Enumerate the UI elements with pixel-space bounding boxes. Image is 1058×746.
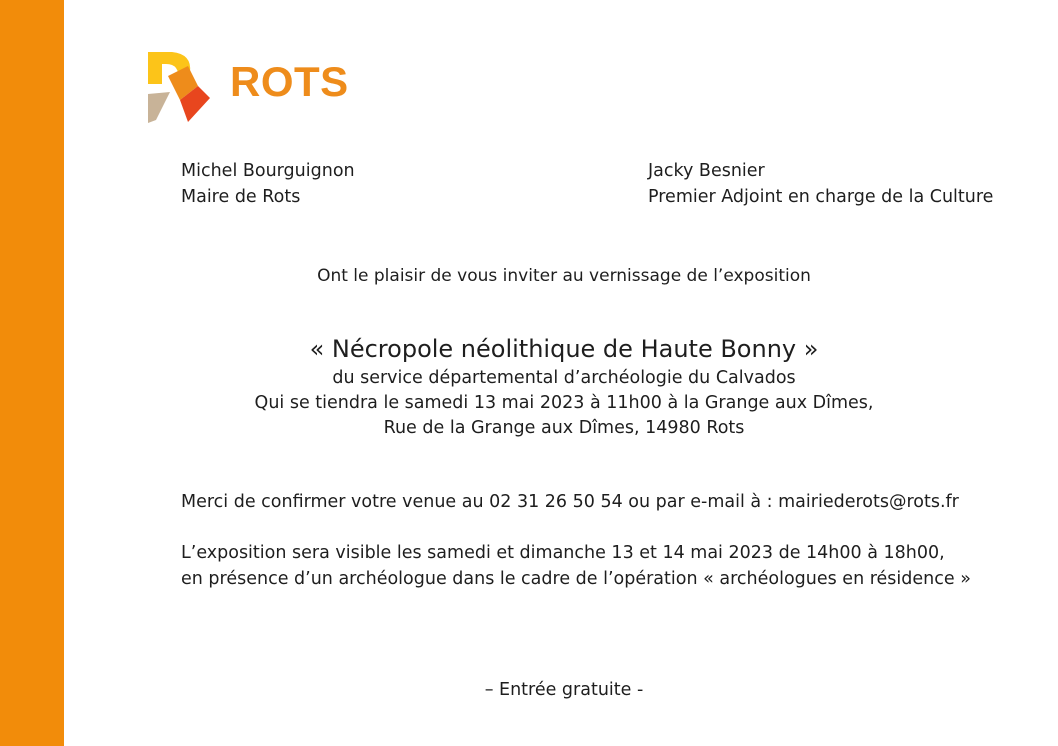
- logo-beige-shape: [148, 92, 170, 123]
- free-entry-note: – Entrée gratuite -: [484, 680, 644, 700]
- exhibition-address: Rue de la Grange aux Dîmes, 14980 Rots: [383, 418, 745, 438]
- signatory-left-name: Michel Bourguignon: [181, 161, 355, 181]
- signatory-left-role: Maire de Rots: [181, 187, 301, 207]
- exhibition-title: « Nécropole néolithique de Haute Bonny »: [309, 335, 819, 363]
- rots-r-mark-icon: [146, 50, 216, 125]
- visit-info-line1: L’exposition sera visible les samedi et dimanche 13 et 14 mai 2023 de 14h00 à 18h00,: [181, 543, 945, 563]
- rots-logo: [146, 50, 366, 125]
- signatory-right-role: Premier Adjoint en charge de la Culture: [648, 187, 994, 207]
- signatory-left: [181, 158, 355, 210]
- visit-info: [181, 540, 971, 592]
- visit-info-line2: en présence d’un archéologue dans le cadre de l’opération « archéologues en résidence »: [181, 569, 971, 589]
- exhibition-datetime: Qui se tiendra le samedi 13 mai 2023 à 11h00 à la Grange aux Dîmes,: [254, 393, 874, 413]
- exhibition-organizer: du service départemental d’archéologie du Calvados: [332, 368, 796, 388]
- signatory-right: [648, 158, 993, 210]
- logo-wordmark: ROTS: [230, 58, 349, 105]
- exhibition-details: [64, 366, 1058, 441]
- signatory-right-name: Jacky Besnier: [648, 161, 765, 181]
- rsvp-text: Merci de confirmer votre venue au 02 31 26 50 54 ou par e-mail à : mairiederots@rots.fr: [181, 492, 959, 512]
- invitation-intro: Ont le plaisir de vous inviter au vernissage de l’exposition: [317, 266, 811, 286]
- orange-side-bar: [0, 0, 64, 746]
